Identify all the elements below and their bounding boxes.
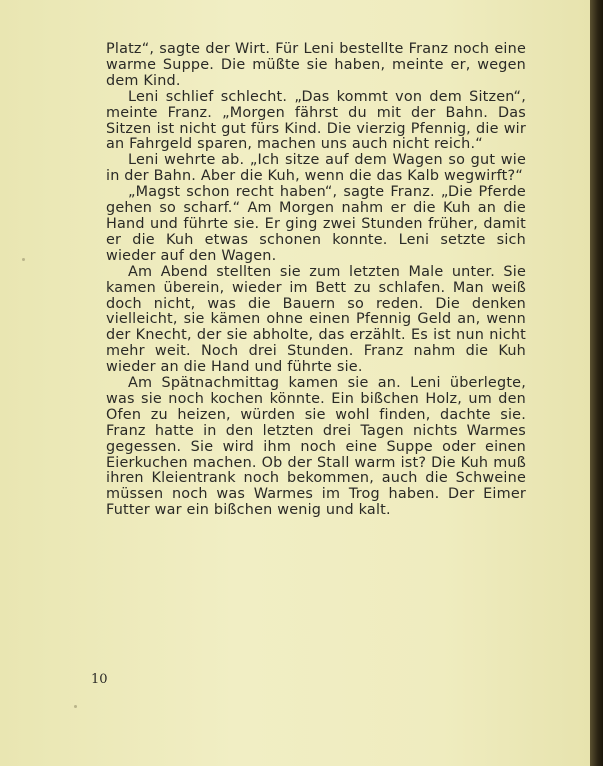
body-text [106,42,526,519]
paragraph: Leni schlief schlecht. „Das kommt von dem Sitzen“, meinte Franz. „Morgen fährst du mit der Bahn. Das Sitzen ist nicht gut fürs Kind. Die vierzig Pfennig, die wir an Fahrgeld sparen, machen uns auch nicht reich.“ [106,88,526,153]
paragraph: Am Abend stellten sie zum letzten Male unter. Sie kamen überein, wieder im Bett zu schlafen. Man weiß doch nicht, was die Bauern so reden. Die denken vielleicht, sie kämen ohne einen Pfennig Geld an, wenn der Knecht, der sie abholte, das erzählt. Es ist nun nicht mehr weit. Noch drei Stunden. Franz nahm die Kuh wieder an die Hand und führte sie. [106,263,526,376]
paper-speck [22,258,25,261]
page-edge [590,0,603,766]
paragraph: „Magst schon recht haben“, sagte Franz. „Die Pferde gehen so scharf.“ Am Morgen nahm er die Kuh an die Hand und führte sie. Er ging zwei Stunden früher, damit er die Kuh etwas schonen konnte. Leni setzte sich wieder auf den Wagen. [106,184,526,264]
paragraph: Am Spätnachmittag kamen sie an. Leni überlegte, was sie noch kochen könnte. Ein bißchen Holz, um den Ofen zu heizen, würden sie wohl finden, dachte sie. Franz hatte in den letzten drei Tagen nichts Warmes gegessen. Sie wird ihm noch eine Suppe oder einen Eierkuchen machen. Ob der Stall warm ist? Die Kuh muß ihren Kleientrank noch bekommen, auch die Schweine müssen noch was Warmes im Trog haben. Der Eimer Futter war ein bißchen wenig und kalt. [106,375,526,519]
paper-speck [74,705,77,708]
paragraph: Leni wehrte ab. „Ich sitze auf dem Wagen so gut wie in der Bahn. Aber die Kuh, wenn die das Kalb wegwirft?“ [106,152,526,185]
page-number: 10 [91,672,108,687]
paragraph: Platz“, sagte der Wirt. Für Leni bestellte Franz noch eine warme Suppe. Die müßte sie haben, meinte er, wegen dem Kind. [106,41,526,89]
